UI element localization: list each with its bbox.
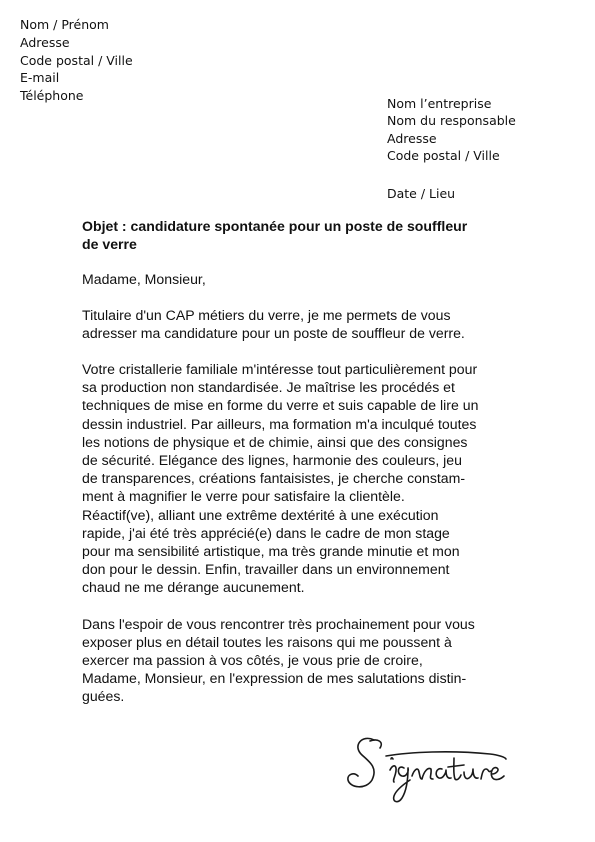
paragraph-line: sa production non standardisée. Je maîtrise les procédés et: [82, 379, 455, 396]
sender-block: [20, 16, 133, 105]
paragraph-line: Dans l'espoir de vous rencontrer très prochainement pour vous: [82, 615, 475, 632]
handwritten-signature: [340, 722, 510, 812]
sender-postal-city: Code postal / Ville: [20, 52, 133, 68]
paragraph-line: adresser ma candidature pour un poste de souffleur de verre.: [82, 324, 465, 341]
paragraph-closing: [82, 615, 522, 706]
letter-body: [82, 217, 522, 724]
signature-drawing: [340, 722, 510, 812]
greeting: Madame, Monsieur,: [82, 271, 206, 288]
paragraph-line: techniques de mise en forme du verre et suis capable de lire un: [82, 397, 479, 414]
sender-email: E-mail: [20, 70, 60, 86]
paragraph-line: les notions de physique et de chimie, ainsi que des consignes: [82, 433, 468, 450]
sender-phone: Téléphone: [20, 88, 84, 104]
paragraph-line: dessin industriel. Par ailleurs, ma formation m'a inculqué toutes: [82, 415, 477, 432]
sender-address: Adresse: [20, 34, 70, 50]
recipient-postal-city: Code postal / Ville: [387, 148, 500, 164]
paragraph-intro: [82, 306, 522, 342]
recipient-manager: Nom du responsable: [387, 113, 516, 129]
paragraph-line: Réactif(ve), alliant une extrême dextérité à une exécution: [82, 506, 439, 523]
recipient-block: [387, 95, 516, 165]
paragraph-line: ment à magnifier le verre pour satisfaire la clientèle.: [82, 488, 405, 505]
subject-line: [82, 217, 522, 253]
paragraph-line: Titulaire d'un CAP métiers du verre, je me permets de vous: [82, 306, 451, 323]
paragraph-line: don pour le dessin. Enfin, travailler dans un environnement: [82, 561, 450, 578]
paragraph-line: exposer plus en détail toutes les raisons qui me poussent à: [82, 633, 452, 650]
paragraph-line: de transparences, créations fantaisistes, je cherche constam-: [82, 470, 466, 487]
paragraph-line: pour ma sensibilité artistique, ma très grande minutie et mon: [82, 543, 460, 560]
paragraph-line: chaud ne me dérange aucunement.: [82, 579, 305, 596]
subject-line-text: de verre: [82, 236, 137, 253]
paragraph-line: de sécurité. Elégance des lignes, harmonie des couleurs, jeu: [82, 452, 462, 469]
subject-line-text: Objet : candidature spontanée pour un poste de souffleur: [82, 218, 468, 234]
recipient-company: Nom l’entreprise: [387, 96, 492, 111]
date-place: Date / Lieu: [387, 186, 456, 201]
sender-name: Nom / Prénom: [20, 17, 109, 32]
paragraph-line: guées.: [82, 688, 125, 705]
paragraph-line: rapide, j'ai été très apprécié(e) dans le cadre de mon stage: [82, 524, 450, 541]
paragraph-line: Votre cristallerie familiale m'intéresse tout particulièrement pour: [82, 361, 478, 378]
paragraph-skills: [82, 360, 522, 597]
paragraph-line: Madame, Monsieur, en l'expression de mes salutations distin-: [82, 670, 467, 687]
recipient-address: Adresse: [387, 130, 437, 146]
paragraph-line: exercer ma passion à vos côtés, je vous prie de croire,: [82, 652, 423, 669]
